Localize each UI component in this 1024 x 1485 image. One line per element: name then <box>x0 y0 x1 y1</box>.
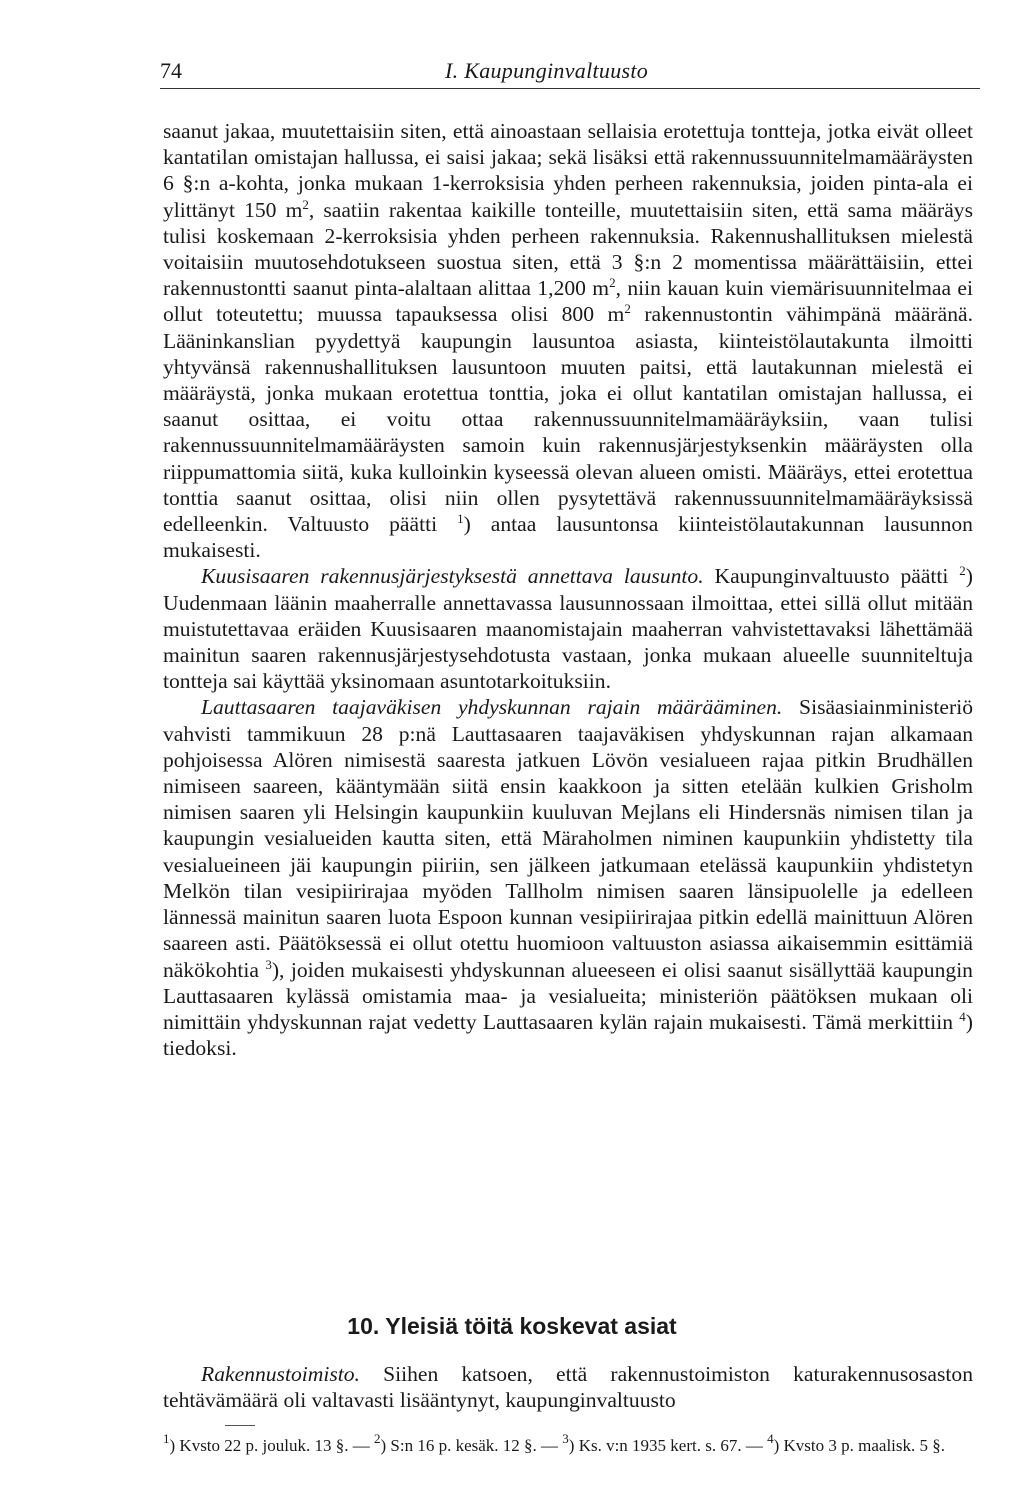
footnote-ref-2[interactable]: 2 <box>959 563 966 579</box>
paragraph-1: saanut jakaa, muutettaisiin siten, että ainoastaan sellaisia erotettuja tontteja, jotka eivät olleet kantatilan omistajan hallussa, ei saisi jakaa; sekä lisäksi että rakennussuunnitelmamääräysten 6 §:n a-kohta, jonka mukaan 1-kerroksisia yhden perheen rakennuksia, joiden pinta-ala ei ylittänyt 150 $m^2$, saatiin rakentaa kaikille tonteille, muutettaisiin siten, että sama määräys tulisi koskemaan 2-kerroksisia yhden perheen rakennuksia. Rakennushallituksen mielestä voitaisiin muutosehdotukseen suostua siten, että 3 §:n 2 momentissa määrättäisiin, ettei rakennustontti saanut pinta-alaltaan alittaa 1,200 $m^2$, niin kauan kuin viemärisuunnitelmaa ei ollut toteutettu; muussa tapauksessa olisi 800 $m^2$ rakennustontin vähimpänä määränä. Lääninkanslian pyydettyä kaupungin lausuntoa asiasta, kiinteistölautakunta ilmoitti yhtyvänsä rakennushallituksen lausuntoon muuten paitsi, että lautakunnan mielestä ei määräystä, jonka mukaan erotettua tonttia, joka ei ollut kantatilan omistajan hallussa, ei saanut osittaa, ei voitu ottaa rakennussuunnitelmamääräyksiin, vaan tulisi rakennussuunnitelmamääräysten samoin kuin rakennusjärjestyksenkin määräysten olla riippumattomia siitä, kuka kulloinkin kyseessä olevan alueen omisti. Määräys, ettei erotettua tonttia saanut osittaa, olisi niin ollen pysytettävä rakennussuunnitelmamääräyksissä edelleenkin. Valtuusto päätti $^1$) antaa lausuntonsa kiinteistölautakunnan lausunnon mukaisesti. <box>163 119 973 563</box>
paragraph-2-title: Kuusisaaren rakennusjärjestyksestä annettava lausunto. <box>201 564 704 589</box>
footnote-4: $^4$) Kvsto 3 p. maalisk. 5 §. <box>767 1431 946 1455</box>
footnote-3: $^3$) Ks. v:n 1935 kert. s. 67. — <box>562 1431 768 1455</box>
body-text <box>163 118 973 1061</box>
header-rule <box>160 88 980 89</box>
footnote-ref-1[interactable]: 1 <box>457 511 464 527</box>
paragraph-2: Kuusisaaren rakennusjärjestyksestä annettava lausunto. Kaupunginvaltuusto päätti $^2$) Uudenmaan läänin maaherralle annettavassa lausunnossaan ilmoittaa, ettei sillä ollut mitään muistutettavaa eräiden Kuusisaaren maanomistajain maaherran vahvistettavaksi lähettämää mainitun saaren rakennusjärjestysehdotusta vastaan, jonka mukaan alueelle suunniteltuja tontteja sai käyttää yksinomaan asuntotarkoituksiin. <box>163 563 973 694</box>
footnote-ref-4[interactable]: 4 <box>959 1008 966 1024</box>
footnote-1: $^1$) Kvsto 22 p. jouluk. 13 §. — <box>163 1431 374 1455</box>
section-paragraph: Rakennustoimisto. Siihen katsoen, että rakennustoimiston katurakennusosaston tehtävämäärä oli valtavasti lisääntynyt, kaupunginvaltuusto <box>163 1362 973 1413</box>
footnotes <box>163 1431 973 1457</box>
paragraph-3: Lauttasaaren taajaväkisen yhdyskunnan rajain määrääminen. Sisäasiainministeriö vahvisti tammikuun 28 p:nä Lauttasaaren taajaväkisen yhdyskunnan rajan alkamaan pohjoisessa Alören nimisestä saaresta jatkuen Lövön vesialueen rajaa pitkin Brudhällen nimiseen saareen, kääntymään siitä ensin kaakkoon ja sitten etelään kulkien Grisholm nimisen saaren yli Helsingin kaupunkiin kuuluvan Mejlans eli Hindersnäs nimisen tilan ja kaupungin vesialueiden kautta siten, että Märaholmen niminen kaupunkiin yhdistetty tila vesialueineen jäi kaupungin piiriin, sen jälkeen jatkumaan etelässä kaupunkiin yhdistetyn Melkön tilan vesipiirirajaa myöden Tallholm nimisen saaren länsipuolelle ja edelleen lännessä mainitun saaren luota Espoon kunnan vesipiirirajaa pitkin edellä mainittuun Alören saareen asti. Päätöksessä ei ollut otettu huomioon valtuuston asiassa aikaisemmin esittämiä näkökohtia $^3$), joiden mukaisesti yhdyskunnan alueeseen ei olisi saanut sisällyttää kaupungin Lauttasaaren kylässä omistamia maa- ja vesialueita; ministeriön päätöksen mukaan oli nimittäin yhdyskunnan rajat vedetty Lauttasaaren kylän rajain mukaisesti. Tämä merkittiin $^4$) tiedoksi. <box>163 695 973 1061</box>
section-paragraph-title: Rakennustoimisto. <box>201 1362 360 1386</box>
footnote-ref-3[interactable]: 3 <box>265 956 272 972</box>
section-heading: 10. Yleisiä töitä koskevat asiat <box>347 1313 677 1339</box>
page-number: 74 <box>160 58 182 83</box>
running-head: I. Kaupunginvaltuusto <box>445 58 649 83</box>
footnote-rule <box>225 1425 255 1426</box>
page-header <box>160 58 980 88</box>
footnote-2: $^2$) S:n 16 p. kesäk. 12 §. — <box>373 1431 563 1455</box>
paragraph-3-title: Lauttasaaren taajaväkisen yhdyskunnan rajain määrääminen. <box>201 695 783 720</box>
